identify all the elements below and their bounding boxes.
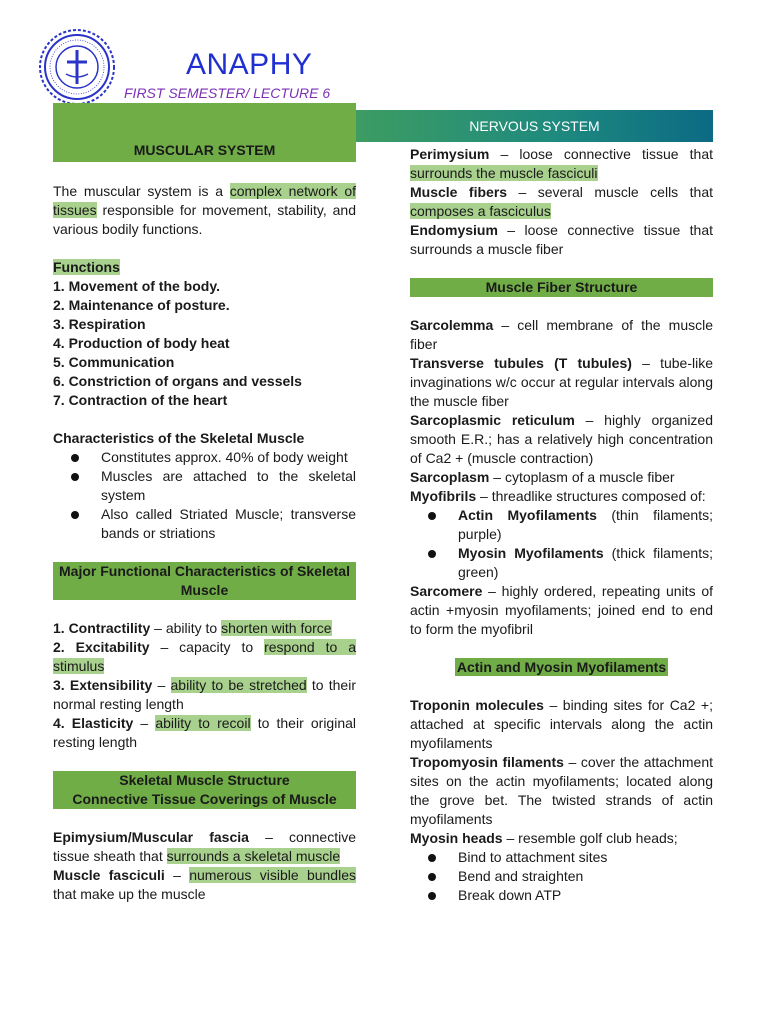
nervous-system-label: NERVOUS SYSTEM (469, 118, 600, 134)
muscular-system-label: MUSCULAR SYSTEM (133, 142, 276, 158)
structure-heading: Skeletal Muscle Structure Connective Tissue Coverings of Muscle (53, 771, 356, 809)
list-item: Muscles are attached to the skeletal system (53, 467, 356, 505)
definition-item: Sarcoplasm – cytoplasm of a muscle fiber (410, 469, 675, 485)
function-item: 7. Contraction of the heart (53, 392, 228, 408)
function-item: 1. Movement of the body. (53, 278, 220, 294)
perimysium-definition: Perimysium – loose connective tissue that surrounds the muscle fasciculi (410, 146, 713, 181)
list-item: Break down ATP (410, 886, 713, 905)
list-item: Bind to attachment sites (410, 848, 713, 867)
definition-item: Transverse tubules (T tubules) – tube-like invaginations w/c occur at regular intervals along the muscle fiber (410, 355, 713, 409)
fasciculi-definition: Muscle fasciculi – numerous visible bundles that make up the muscle (53, 867, 356, 902)
page-title: ANAPHY (186, 48, 313, 81)
muscular-system-banner (53, 103, 356, 162)
bullet-icon (428, 550, 436, 558)
university-seal-icon (38, 28, 116, 106)
property-item: 4. Elasticity – ability to recoil to their original resting length (53, 715, 357, 750)
page-subtitle: FIRST SEMESTER/ LECTURE 6 (124, 85, 331, 101)
list-item: Actin Myofilaments (thin filaments; purple) (410, 506, 713, 544)
bullet-icon (71, 473, 79, 481)
bullet-icon (71, 511, 79, 519)
definition-item: Sarcolemma – cell membrane of the muscle fiber (410, 317, 713, 352)
bullet-icon (428, 512, 436, 520)
troponin-definition: Troponin molecules – binding sites for Ca2 +; attached at specific intervals along the actin myofilaments (410, 697, 713, 751)
myosin-heads-list (410, 848, 713, 905)
bullet-icon (428, 854, 436, 862)
list-item: Myosin Myofilaments (thick filaments; green) (410, 544, 713, 582)
property-item: 2. Excitability – capacity to respond to a stimulus (53, 639, 356, 674)
list-item: Constitutes approx. 40% of body weight (53, 448, 356, 467)
list-item: Also called Striated Muscle; transverse bands or striations (53, 505, 356, 543)
characteristics-heading: Characteristics of the Skeletal Muscle (53, 430, 305, 446)
myosin-heads-definition: Myosin heads – resemble golf club heads; (410, 830, 678, 846)
myofilament-list (410, 506, 713, 582)
left-column (53, 182, 356, 904)
major-characteristics-heading: Major Functional Characteristics of Skeletal Muscle (53, 562, 356, 600)
muscle-fibers-definition: Muscle fibers – several muscle cells that composes a fasciculus (410, 184, 713, 219)
characteristics-list (53, 448, 356, 543)
definition-item: Sarcoplasmic reticulum – highly organized smooth E.R.; has a relatively high concentration of Ca2 + (muscle contraction) (410, 412, 714, 466)
function-item: 3. Respiration (53, 316, 146, 332)
function-item: 5. Communication (53, 354, 175, 370)
list-item: Bend and straighten (410, 867, 713, 886)
bullet-icon (428, 873, 436, 881)
tropomyosin-definition: Tropomyosin filaments – cover the attachment sites on the actin myofilaments; located along the grove bet. The twisted strands of actin myofilaments (410, 754, 713, 827)
intro-paragraph: The muscular system is a complex network of tissues responsible for movement, stability, and various bodily functions. (53, 183, 356, 237)
sarcomere-definition: Sarcomere – highly ordered, repeating units of actin +myosin myofilaments; joined end to end to form the myofibril (410, 583, 713, 637)
nervous-system-banner (356, 110, 713, 142)
muscle-fiber-structure-heading: Muscle Fiber Structure (410, 278, 713, 297)
property-item: 1. Contractility – ability to shorten with force (53, 620, 332, 636)
functions-heading: Functions (53, 259, 120, 275)
definition-item: Myofibrils – threadlike structures composed of: (410, 488, 706, 504)
bullet-icon (71, 454, 79, 462)
bullet-icon (428, 892, 436, 900)
function-item: 4. Production of body heat (53, 335, 230, 351)
property-item: 3. Extensibility – ability to be stretched to their normal resting length (53, 677, 356, 712)
function-item: 2. Maintenance of posture. (53, 297, 230, 313)
function-item: 6. Constriction of organs and vessels (53, 373, 302, 389)
endomysium-definition: Endomysium – loose connective tissue that surrounds a muscle fiber (410, 222, 713, 257)
epimysium-definition: Epimysium/Muscular fascia – connective tissue sheath that surrounds a skeletal muscle (53, 829, 356, 864)
actin-myosin-heading: Actin and Myosin Myofilaments (456, 659, 667, 675)
right-column (410, 145, 713, 905)
